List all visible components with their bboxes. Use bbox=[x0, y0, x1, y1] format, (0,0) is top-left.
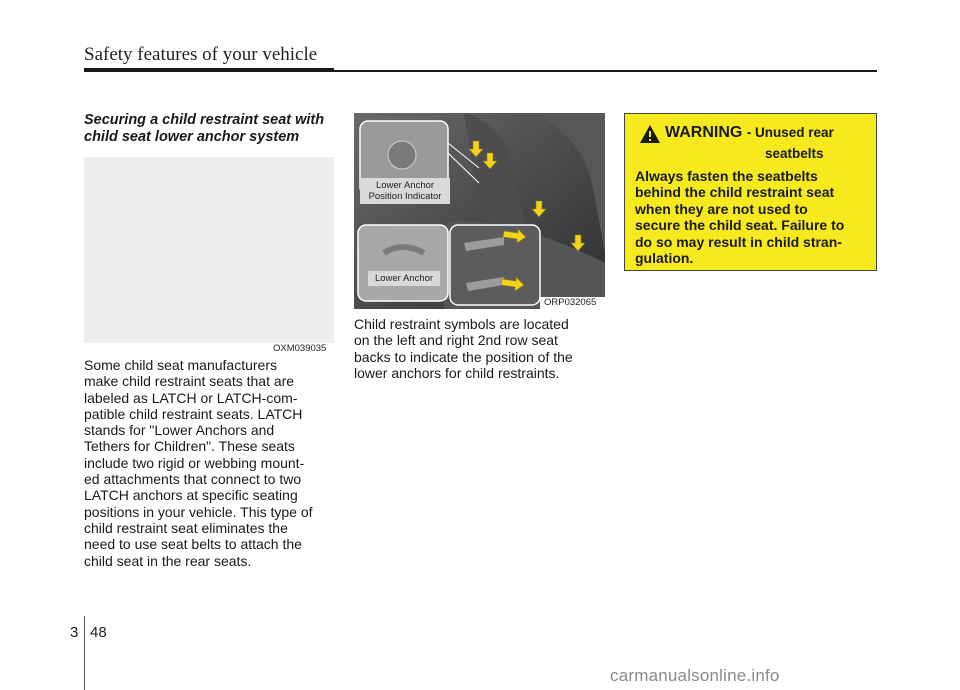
text-line: include two rigid or webbing mount- bbox=[84, 454, 305, 471]
warning-header bbox=[665, 124, 834, 142]
section-heading-line-1: Securing a child restraint seat with bbox=[84, 112, 325, 128]
text-line: on the left and right 2nd row seat bbox=[354, 332, 558, 349]
text-line: patible child restraint seats. LATCH bbox=[84, 405, 303, 422]
text-line: make child restraint seats that are bbox=[84, 373, 295, 390]
page-header-title: Safety features of your vehicle bbox=[84, 44, 318, 65]
warning-subtitle-line-1: - Unused rear bbox=[746, 125, 834, 140]
callout-lower-anchor-indicator bbox=[360, 178, 450, 204]
text-line: need to use seat belts to attach the bbox=[84, 536, 302, 553]
anchor-symbol-icon bbox=[388, 141, 416, 169]
figure-left-code: OXM039035 bbox=[273, 343, 327, 354]
callout-text-line: Lower Anchor bbox=[375, 180, 435, 191]
warning-text-line: secure the child seat. Failure to bbox=[635, 217, 845, 234]
text-line: labeled as LATCH or LATCH-com- bbox=[84, 389, 298, 406]
text-line: ed attachments that connect to two bbox=[84, 471, 302, 488]
text-line: LATCH anchors at specific seating bbox=[84, 487, 298, 504]
text-line: Tethers for Children". These seats bbox=[84, 438, 295, 455]
warning-body bbox=[635, 168, 867, 266]
page-number-divider bbox=[84, 616, 85, 690]
header-rule-thick bbox=[84, 68, 334, 72]
inset-anchor-frame bbox=[358, 225, 448, 301]
page-number: 48 bbox=[90, 624, 107, 641]
header-rule-thin bbox=[334, 70, 877, 72]
text-line: child restraint seat eliminates the bbox=[84, 519, 288, 536]
section-heading-line-2: child seat lower anchor system bbox=[84, 129, 300, 145]
figure-mid-code: ORP032065 bbox=[544, 297, 597, 308]
warning-subtitle-line-2: seatbelts bbox=[765, 146, 824, 161]
inset-closeup-frame bbox=[450, 225, 540, 305]
warning-text-line: when they are not used to bbox=[635, 200, 808, 217]
warning-title: WARNING bbox=[665, 124, 743, 141]
warning-text-line: Always fasten the seatbelts bbox=[635, 168, 818, 184]
watermark-text: carmanualsonline.info bbox=[610, 666, 780, 685]
text-line: stands for "Lower Anchors and bbox=[84, 422, 275, 439]
warning-text-line: gulation. bbox=[635, 250, 694, 267]
callout-lower-anchor: Lower Anchor bbox=[368, 271, 440, 286]
warning-box bbox=[624, 113, 877, 271]
figure-left-image bbox=[84, 157, 334, 343]
text-line: lower anchors for child restraints. bbox=[354, 364, 560, 381]
mid-paragraph bbox=[354, 316, 605, 381]
warning-text-line: do so may result in child stran- bbox=[635, 233, 842, 250]
text-line: child seat in the rear seats. bbox=[84, 552, 252, 569]
callout-text-line: Position Indicator bbox=[368, 191, 442, 202]
figure-seat-anchors-image bbox=[354, 113, 605, 309]
chapter-number: 3 bbox=[70, 624, 79, 641]
text-line: positions in your vehicle. This type of bbox=[84, 503, 313, 520]
left-paragraph bbox=[84, 357, 334, 569]
section-heading bbox=[84, 112, 336, 146]
warning-text-line: behind the child restraint seat bbox=[635, 184, 835, 201]
text-line: backs to indicate the position of the bbox=[354, 348, 573, 365]
text-line: Child restraint symbols are located bbox=[354, 316, 569, 332]
text-line: Some child seat manufacturers bbox=[84, 357, 277, 373]
warning-triangle-icon bbox=[639, 124, 661, 144]
